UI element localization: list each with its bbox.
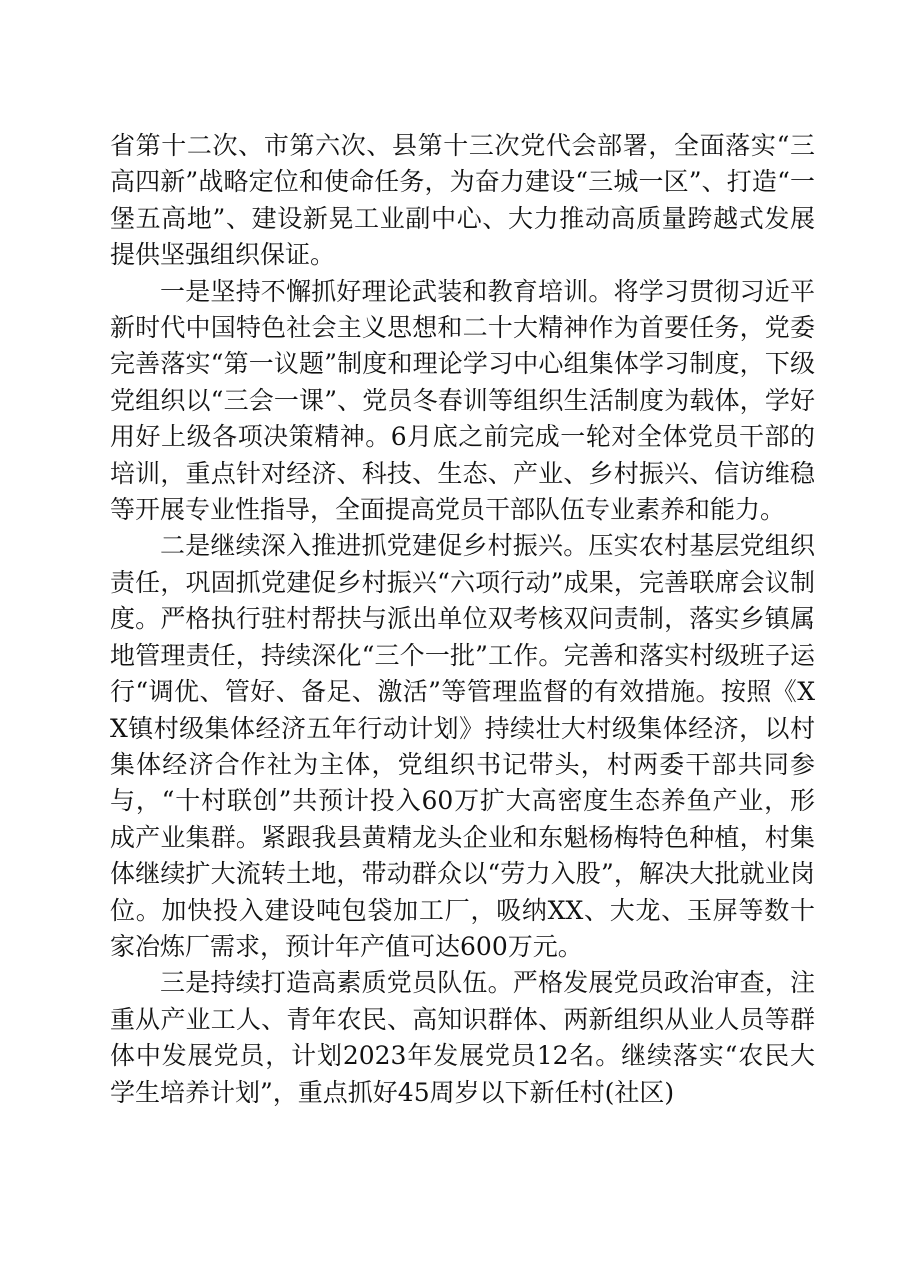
paragraph-intro: 省第十二次、市第六次、县第十三次党代会部署，全面落实“三高四新”战略定位和使命任务，为奋力建设“三城一区”、打造“一堡五高地”、建设新晃工业副中心、大力推动高质量跨越式发展提供坚强组织保证。 (110, 131, 815, 270)
document-body (110, 128, 815, 1111)
paragraph-rural-revitalization: 二是继续深入推进抓党建促乡村振兴。压实农村基层党组织责任，巩固抓党建促乡村振兴“六项行动”成果，完善联席会议制度。严格执行驻村帮扶与派出单位双考核双问责制，落实乡镇属地管理责任，持续深化“三个一批”工作。完善和落实村级班子运行“调优、管好、备足、激活”等管理监督的有效措施。按照《XX镇村级集体经济五年行动计划》持续壮大村级集体经济，以村集体经济合作社为主体，党组织书记带头，村两委干部共同参与，“十村联创”共预计投入60万扩大高密度生态养鱼产业，形成产业集群。紧跟我县黄精龙头企业和东魁杨梅特色种植，村集体继续扩大流转土地，带动群众以“劳力入股”，解决大批就业岗位。加快投入建设吨包袋加工厂，吸纳XX、大龙、玉屏等数十家冶炼厂需求，预计年产值可达600万元。 (110, 531, 815, 961)
paragraph-party-members: 三是持续打造高素质党员队伍。严格发展党员政治审查，注重从产业工人、青年农民、高知识群体、两新组织从业人员等群体中发展党员，计划2023年发展党员12名。继续落实“农民大学生培养计划”，重点抓好45周岁以下新任村(社区) (110, 968, 815, 1107)
paragraph-theory-training: 一是坚持不懈抓好理论武装和教育培训。将学习贯彻习近平新时代中国特色社会主义思想和二十大精神作为首要任务，党委完善落实“第一议题”制度和理论学习中心组集体学习制度，下级党组织以“三会一课”、党员冬春训等组织生活制度为载体，学好用好上级各项决策精神。6月底之前完成一轮对全体党员干部的培训，重点针对经济、科技、生态、产业、乡村振兴、信访维稳等开展专业性指导，全面提高党员干部队伍专业素养和能力。 (110, 276, 815, 525)
